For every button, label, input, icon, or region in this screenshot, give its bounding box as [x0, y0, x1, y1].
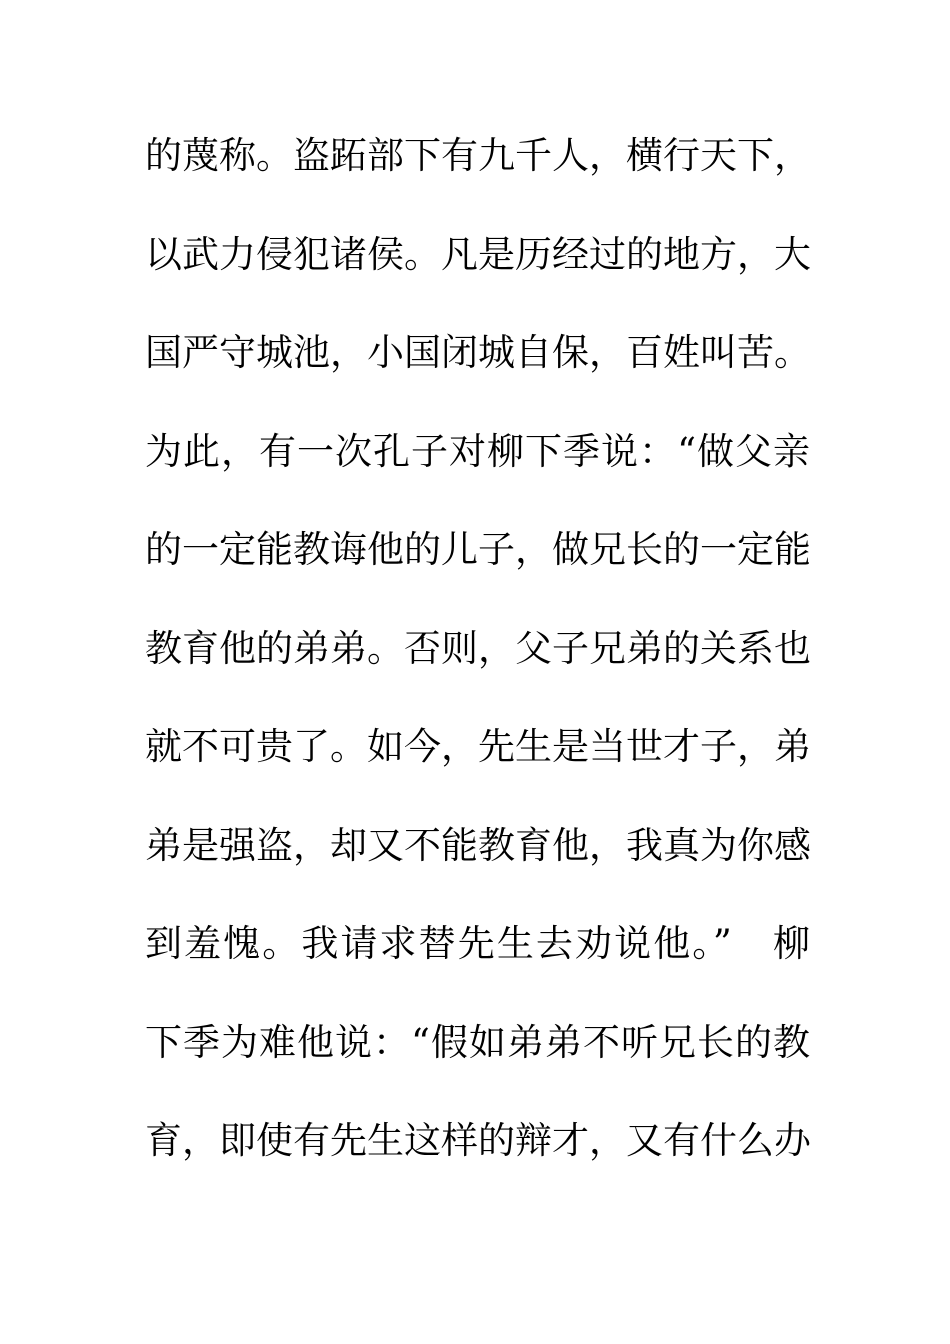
text-line: 以武力侵犯诸侯。凡是历经过的地方，大 [145, 232, 811, 276]
text-line: 教育他的弟弟。否则，父子兄弟的关系也 [145, 626, 811, 670]
text-line: 国严守城池，小国闭城自保，百姓叫苦。 [145, 331, 811, 374]
text-line: 就不可贵了。如今，先生是当世才子，弟 [145, 725, 811, 768]
text-line: 下季为难他说：“假如弟弟不听兄长的教 [145, 1020, 810, 1064]
text-line: 育，即使有先生这样的辩才，又有什么办 [145, 1119, 811, 1162]
text-line: 的蔑称。盗跖部下有九千人，横行天下， [145, 134, 811, 177]
text-line: 到羞愧。我请求替先生去劝说他。” 柳 [145, 922, 810, 965]
text-line: 为此，有一次孔子对柳下季说：“做父亲 [145, 429, 810, 473]
body-text [145, 126, 810, 1210]
text-line: 弟是强盗，却又不能教育他，我真为你感 [145, 823, 811, 867]
text-line: 的一定能教诲他的儿子，做兄长的一定能 [145, 528, 811, 571]
